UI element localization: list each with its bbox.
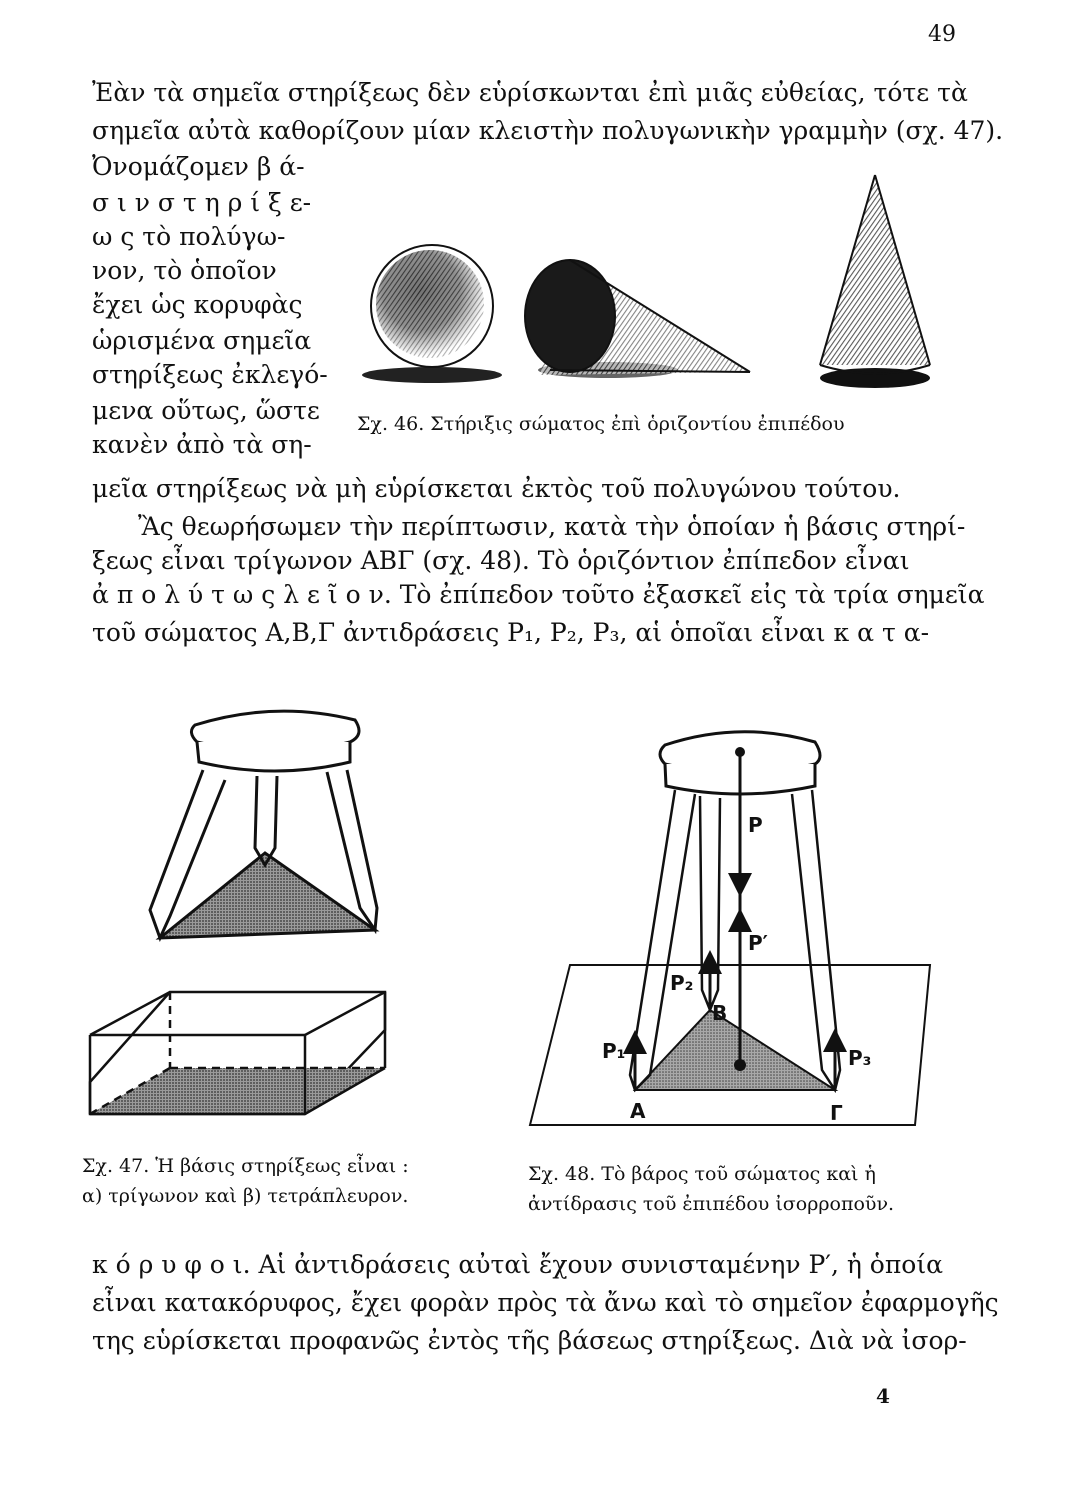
sphere-figure — [362, 245, 502, 383]
paragraph2-line2: ξεως εἶναι τρίγωνον ΑΒΓ (σχ. 48). Τὸ ὁριζόντιον ἐπίπεδον εἶναι — [92, 546, 910, 575]
box-figure — [90, 992, 385, 1114]
paragraph1-line5: ω ς τὸ πολύγω- — [92, 222, 286, 251]
paragraph1-line9: στηρίξεως ἐκλεγό- — [92, 360, 328, 389]
paragraph3-line3: της εὑρίσκεται προφανῶς ἐντὸς τῆς βάσεως στηρίξεως. Διὰ νὰ ἰσορ- — [92, 1326, 967, 1355]
stool-figure — [150, 711, 377, 938]
paragraph1-line8: ὡρισμένα σημεῖα — [92, 326, 312, 355]
label-p2: P₂ — [670, 971, 694, 995]
figure46-caption: Σχ. 46. Στήριξις σώματος ἐπὶ ὁριζοντίου ἐπιπέδου — [357, 413, 845, 435]
center-of-mass-point — [735, 747, 745, 757]
paragraph1-line7: ἔχει ὡς κορυφὰς — [92, 290, 303, 319]
paragraph2-line4: τοῦ σώματος Α,Β,Γ ἀντιδράσεις P₁, P₂, P₃, αἱ ὁποῖαι εἶναι κ α τ α- — [92, 618, 930, 647]
paragraph1-line1: Ἐὰν τὰ σημεῖα στηρίξεως δὲν εὑρίσκωνται ἐπὶ μιᾶς εὐθείας, τότε τὰ — [92, 78, 968, 107]
figure48-illustration — [530, 690, 930, 1160]
paragraph2-line3: ἀ π ο λ ύ τ ω ς λ ε ῖ ο ν. Τὸ ἐπίπεδον τοῦτο ἐξασκεῖ εἰς τὰ τρία σημεῖα — [92, 580, 985, 609]
paragraph2-line1: Ἂς θεωρήσωμεν τὴν περίπτωσιν, κατὰ τὴν ὁποίαν ἡ βάσις στηρί- — [138, 512, 966, 541]
standing-cone-figure — [820, 175, 930, 388]
label-p-prime: P′ — [748, 931, 768, 955]
figure46-illustration — [350, 160, 950, 400]
figure48-caption-line1: Σχ. 48. Τὸ βάρος τοῦ σώματος καὶ ἡ — [528, 1163, 876, 1185]
paragraph1-line11: κανὲν ἀπὸ τὰ ση- — [92, 430, 312, 459]
label-g: Γ — [830, 1101, 843, 1125]
label-p3: P₃ — [848, 1046, 872, 1070]
page-number: 49 — [928, 22, 956, 47]
paragraph3-line2: εἶναι κατακόρυφος, ἔχει φορὰν πρὸς τὰ ἄνω καὶ τὸ σημεῖον ἐφαρμογῆς — [92, 1288, 999, 1317]
base-center-point — [734, 1059, 746, 1071]
paragraph1-line3: Ὀνομάζομεν β ά- — [92, 152, 305, 181]
paragraph1-line6: νον, τὸ ὁποῖον — [92, 256, 277, 285]
paragraph1-line2: σημεῖα αὐτὰ καθορίζουν μίαν κλειστὴν πολυγωνικὴν γραμμὴν (σχ. 47). — [92, 116, 1004, 145]
figure47-caption-line1: Σχ. 47. Ἡ βάσις στηρίξεως εἶναι : — [82, 1155, 409, 1177]
figure48-caption-line2: ἀντίδρασις τοῦ ἐπιπέδου ἰσορροποῦν. — [528, 1193, 895, 1215]
label-a: A — [630, 1099, 646, 1123]
figure47-illustration — [85, 680, 405, 1140]
paragraph1-line10: μενα οὕτως, ὥστε — [92, 396, 320, 425]
lying-cone-figure — [525, 260, 750, 378]
paragraph1-line4: σ ι ν σ τ η ρ ί ξ ε- — [92, 188, 312, 217]
signature-number: 4 — [876, 1384, 890, 1408]
label-p: P — [748, 813, 763, 837]
paragraph1-line12: μεῖα στηρίξεως νὰ μὴ εὑρίσκεται ἐκτὸς τοῦ πολυγώνου τούτου. — [92, 474, 901, 503]
label-b: B — [712, 1001, 728, 1025]
figure47-caption-line2: α) τρίγωνον καὶ β) τετράπλευρον. — [82, 1185, 409, 1207]
paragraph3-line1: κ ό ρ υ φ ο ι. Αἱ ἀντιδράσεις αὐταὶ ἔχουν συνισταμένην P′, ἡ ὁποία — [92, 1250, 944, 1279]
label-p1: P₁ — [602, 1039, 626, 1063]
